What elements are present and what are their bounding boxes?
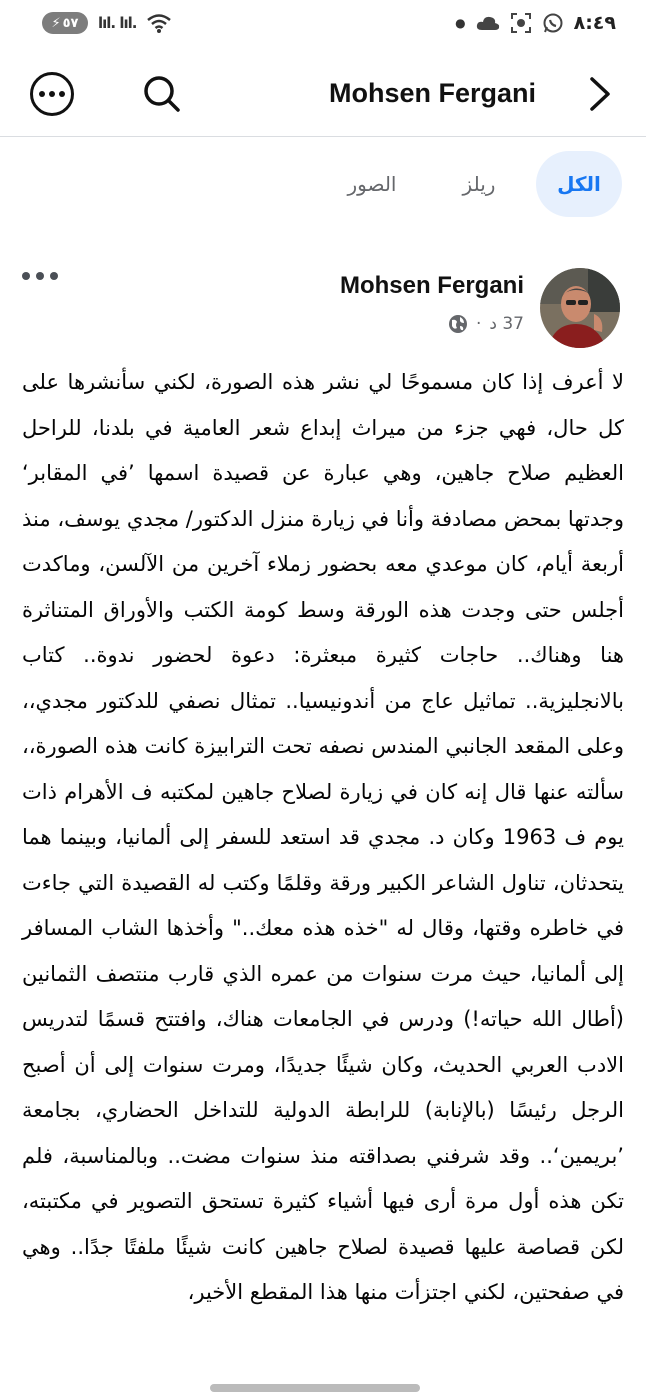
clock: ٨:٤٩ (573, 12, 616, 34)
dot-icon: ● (455, 16, 466, 30)
cloud-icon (476, 15, 500, 31)
profile-header (0, 52, 646, 137)
home-indicator[interactable] (210, 1384, 420, 1392)
screenshot-icon (510, 12, 532, 34)
more-horizontal-icon[interactable] (22, 272, 58, 280)
battery-level: ٥٧ (62, 15, 79, 31)
page-title: Mohsen Fergani (328, 78, 536, 108)
cellular-signal-icon: lıl. lıl. (98, 14, 137, 32)
tab-photos[interactable]: الصور (347, 172, 397, 196)
post-text: لا أعرف إذا كان مسموحًا لي نشر هذه الصورة، لكني سأنشرها على كل حال، فهي جزء من ميراث إبداع شعر العامية في بلدنا، للراحل العظيم صلاح جاهين، وهي عبارة عن قصيدة اسمها ’في المقابر‘ وجدتها بمحض مصادفة وأنا في زيارة منزل الدكتور/ مجدي يوسف، منذ أربعة أيام، كان موعدي معه بحضور زملاء آخرين من الآلسن، وماكدت أجلس حتى وجدت هذه الورقة وسط كومة الكتب والأوراق المتناثرة هنا وهناك.. حاجات كثيرة مبعثرة: دعوة لحضور ندوة.. كتاب بالانجليزية.. تماثيل عاج من أندونيسيا.. تمثال نصفي للدكتور مجدي،، وعلى المقعد الجانبي المندس نصفه تحت الترابيزة كانت هذه الصورة،، سألته عنها قال إنه كان في زيارة لصلاح جاهين لمكتبه ف الأهرام ذات يوم ف 1963 وكان د. مجدي قد استعد للسفر إلى ألمانيا، وبينما هما يتحدثان، تناول الشاعر الكبير ورقة وقلمًا وكتب له القصيدة التي جاءت في خاطره وقتها، وقال له "خذه هذه معك.." وأخذها الشاب المسافر إلى ألمانيا، حيث مرت سنوات من عمره الذي قارب منتصف الثمانين (أطال الله حياته!) ودرس في الجامعات هناك، وافتتح قسمًا لتدريس الادب العربي الحديث، وكان شيئًا جديدًا، ومرت سنوات إلى أن أصبح الرجل رئيسًا (بالإنابة) للرابطة الدولية للتداخل الحضاري، بجامعة ’بريمين‘.. وقد شرفني بصداقته منذ سنوات مضت.. وبالمناسبة، فلم تكن هذه أول مرة أرى فيها أشياء كثيرة تستحق التصوير في مكتبته، لكن قصاصة عليها قصيدة لصلاح جاهين كانت شيئًا ملفتًا جدًا.. وهي في صفحتين، لكني اجتزأت منها هذا المقطع الأخير، (22, 370, 624, 1304)
more-options-icon[interactable] (30, 72, 74, 116)
status-right (455, 12, 616, 34)
wifi-icon (146, 12, 172, 34)
battery-indicator (42, 12, 88, 34)
search-icon[interactable] (140, 72, 184, 116)
bolt-icon: ⚡ (51, 15, 61, 31)
globe-icon (448, 314, 468, 334)
status-left (42, 12, 172, 34)
whatsapp-icon (542, 12, 564, 34)
post-time[interactable]: 37 د (489, 314, 524, 334)
status-bar (0, 0, 646, 52)
profile-tabs (0, 137, 646, 237)
post-author[interactable]: Mohsen Fergani (339, 272, 524, 299)
post-meta (448, 314, 524, 334)
meta-separator: · (475, 314, 482, 334)
tab-all[interactable]: الكل (536, 151, 622, 217)
tab-reels[interactable]: ريلز (462, 172, 496, 196)
chevron-right-icon[interactable] (584, 72, 616, 116)
avatar[interactable] (540, 268, 620, 348)
